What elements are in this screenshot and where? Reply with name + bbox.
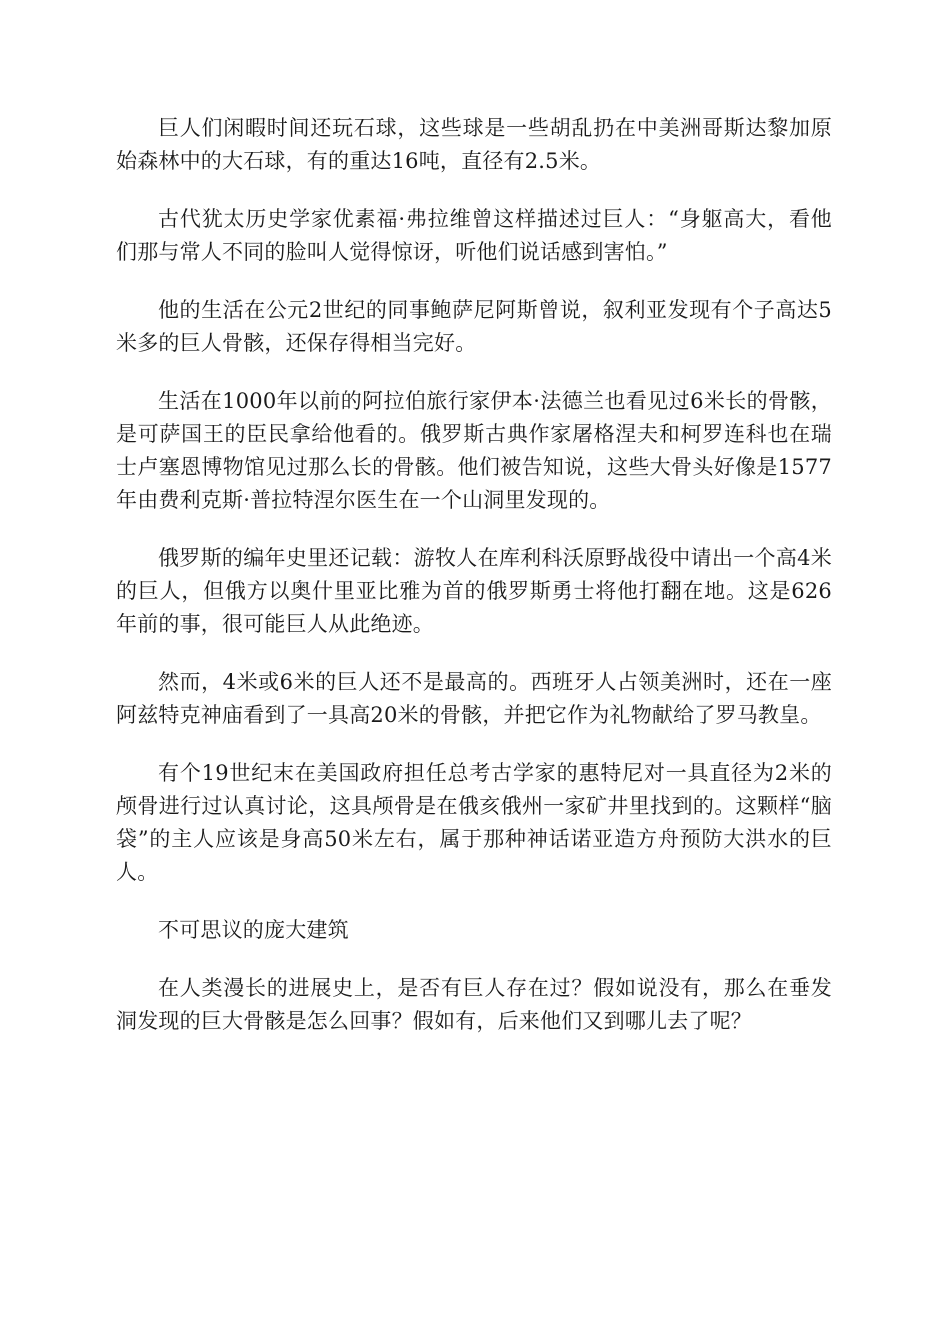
paragraph-conclusion: 在人类漫长的进展史上，是否有巨人存在过？假如说没有，那么在垂发洞发现的巨大骨骸是怎么回事？假如有，后来他们又到哪儿去了呢？	[116, 976, 832, 1033]
paragraph-russian-chronicle: 俄罗斯的编年史里还记载：游牧人在库利科沃原野战役中请出一个高4米的巨人，但俄方以奥什里亚比雅为首的俄罗斯勇士将他打翻在地。这是626年前的事，很可能巨人从此绝迹。	[116, 546, 832, 636]
paragraph-ibn-fadlan: 生活在1000年以前的阿拉伯旅行家伊本·法德兰也看见过6米长的骨骸，是可萨国王的臣民拿给他看的。俄罗斯古典作家屠格涅夫和柯罗连科也在瑞士卢塞恩博物馆见过那么长的骨骸。他们被告知说，这些大骨头好像是1577年由费利克斯·普拉特涅尔医生在一个山洞里发现的。	[116, 389, 832, 512]
section-heading: 不可思议的庞大建筑	[158, 918, 349, 942]
paragraph-stone-balls: 巨人们闲暇时间还玩石球，这些球是一些胡乱扔在中美洲哥斯达黎加原始森林中的大石球，有的重达16吨，直径有2.5米。	[116, 116, 832, 173]
paragraph-pausanias: 他的生活在公元2世纪的同事鲍萨尼阿斯曾说，叙利亚发现有个子高达5米多的巨人骨骸，还保存得相当完好。	[116, 298, 832, 355]
paragraph-josephus: 古代犹太历史学家优素福·弗拉维曾这样描述过巨人：“身躯高大，看他们那与常人不同的脸叫人觉得惊讶，听他们说话感到害怕。”	[116, 207, 832, 264]
paragraph-aztec-temple: 然而，4米或6米的巨人还不是最高的。西班牙人占领美洲时，还在一座阿兹特克神庙看到了一具高20米的骨骸，并把它作为礼物献给了罗马教皇。	[116, 670, 832, 727]
document-body	[116, 112, 832, 1038]
paragraph-whitney-skull: 有个19世纪末在美国政府担任总考古学家的惠特尼对一具直径为2米的颅骨进行过认真讨论，这具颅骨是在俄亥俄州一家矿井里找到的。这颗样“脑袋”的主人应该是身高50米左右，属于那种神话诺亚造方舟预防大洪水的巨人。	[116, 761, 832, 884]
